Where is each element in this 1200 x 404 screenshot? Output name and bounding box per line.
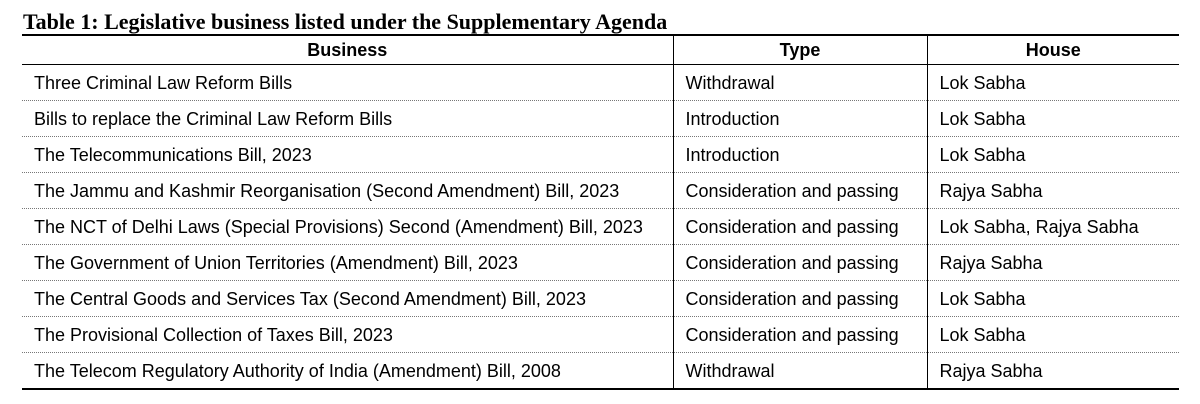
table-body xyxy=(22,65,1179,390)
house-cell: Lok Sabha xyxy=(927,317,1179,353)
business-cell: The NCT of Delhi Laws (Special Provisions) Second (Amendment) Bill, 2023 xyxy=(22,209,673,245)
table-row xyxy=(22,137,1179,173)
table-row xyxy=(22,245,1179,281)
table-title: Table 1: Legislative business listed under the Supplementary Agenda xyxy=(23,9,668,34)
business-cell: The Central Goods and Services Tax (Second Amendment) Bill, 2023 xyxy=(22,281,673,317)
table-row xyxy=(22,209,1179,245)
header-row xyxy=(22,35,1179,65)
table-row xyxy=(22,317,1179,353)
house-cell: Lok Sabha, Rajya Sabha xyxy=(927,209,1179,245)
business-cell: The Provisional Collection of Taxes Bill, 2023 xyxy=(22,317,673,353)
table-row xyxy=(22,65,1179,101)
type-cell: Consideration and passing xyxy=(673,281,927,317)
house-cell: Lok Sabha xyxy=(927,65,1179,101)
house-cell: Rajya Sabha xyxy=(927,353,1179,390)
table-row xyxy=(22,101,1179,137)
table-header xyxy=(22,35,1179,65)
table-row xyxy=(22,173,1179,209)
type-cell: Withdrawal xyxy=(673,65,927,101)
business-cell: The Government of Union Territories (Amendment) Bill, 2023 xyxy=(22,245,673,281)
document-page xyxy=(22,10,1179,390)
business-cell: Three Criminal Law Reform Bills xyxy=(22,65,673,101)
type-cell: Consideration and passing xyxy=(673,317,927,353)
type-cell: Consideration and passing xyxy=(673,209,927,245)
business-cell: Bills to replace the Criminal Law Reform Bills xyxy=(22,101,673,137)
table-row xyxy=(22,353,1179,390)
legislative-business-table xyxy=(22,34,1179,390)
column-header-house: House xyxy=(927,35,1179,65)
table-row xyxy=(22,281,1179,317)
type-cell: Introduction xyxy=(673,101,927,137)
house-cell: Rajya Sabha xyxy=(927,245,1179,281)
type-cell: Consideration and passing xyxy=(673,173,927,209)
house-cell: Lok Sabha xyxy=(927,101,1179,137)
house-cell: Rajya Sabha xyxy=(927,173,1179,209)
type-cell: Introduction xyxy=(673,137,927,173)
column-header-business: Business xyxy=(22,35,673,65)
business-cell: The Telecom Regulatory Authority of India (Amendment) Bill, 2008 xyxy=(22,353,673,390)
type-cell: Consideration and passing xyxy=(673,245,927,281)
house-cell: Lok Sabha xyxy=(927,137,1179,173)
type-cell: Withdrawal xyxy=(673,353,927,390)
house-cell: Lok Sabha xyxy=(927,281,1179,317)
column-header-type: Type xyxy=(673,35,927,65)
business-cell: The Jammu and Kashmir Reorganisation (Second Amendment) Bill, 2023 xyxy=(22,173,673,209)
business-cell: The Telecommunications Bill, 2023 xyxy=(22,137,673,173)
